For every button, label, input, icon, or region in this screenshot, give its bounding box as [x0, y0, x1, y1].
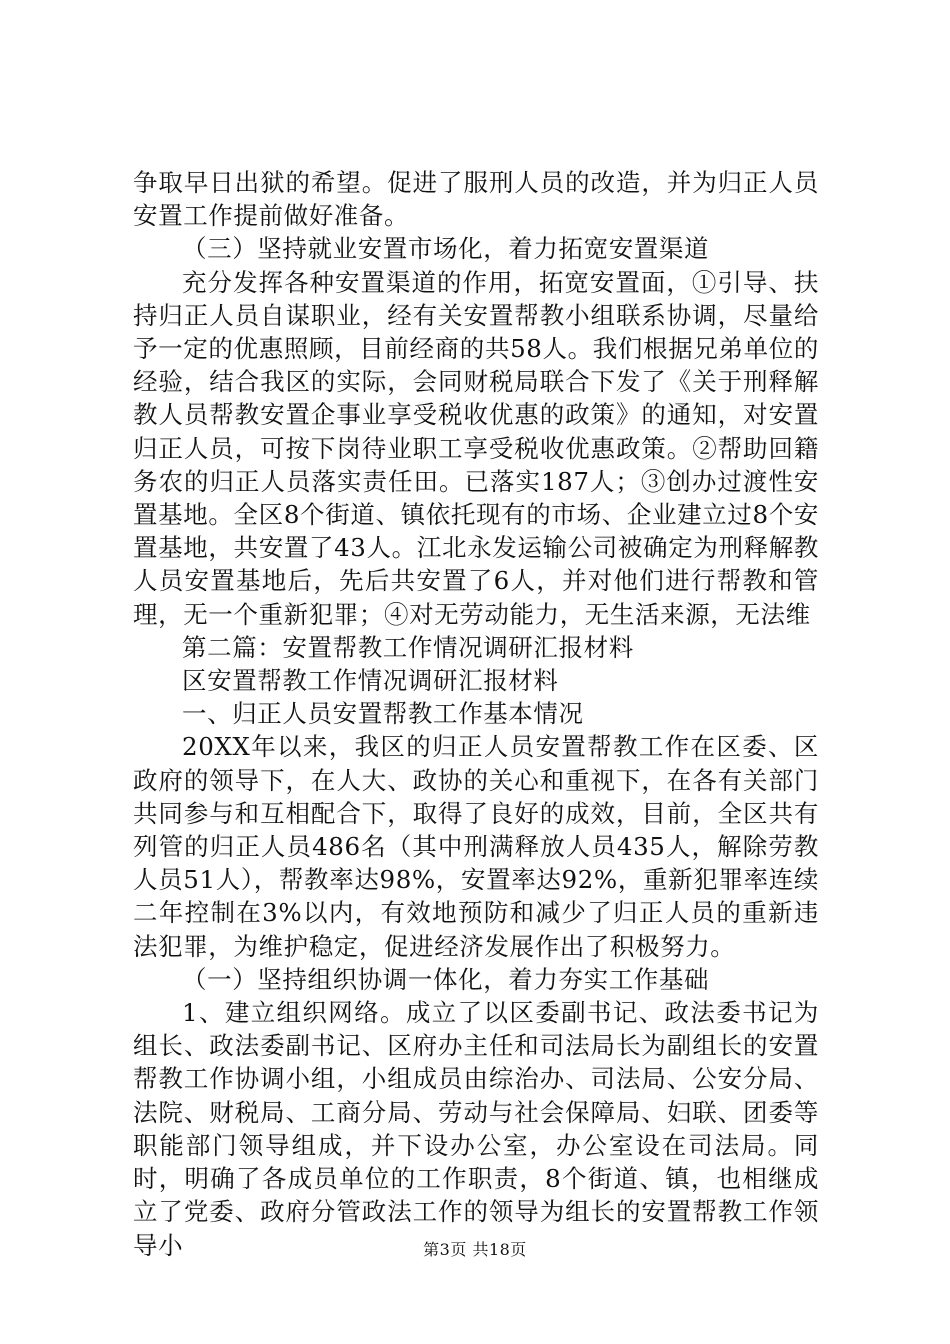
- paragraph-basic-situation: 20XX年以来，我区的归正人员安置帮教工作在区委、区政府的领导下，在人大、政协的关心和重视下，在各有关部门共同参与和互相配合下，取得了良好的成效，目前，全区共有列管的归正人员486名（其中刑满释放人员435人，解除劳教人员51人），帮教率达98%，安置率达92%，重新犯罪率连续二年控制在3%以内，有效地预防和减少了归正人员的重新违法犯罪，为维护稳定，促进经济发展作出了积极努力。: [133, 732, 819, 961]
- document-body: [133, 166, 819, 1262]
- section-heading-1: 一、归正人员安置帮教工作基本情况: [182, 699, 584, 729]
- report-title: 区安置帮教工作情况调研汇报材料: [182, 666, 559, 696]
- chapter-title-2: 第二篇：安置帮教工作情况调研汇报材料: [182, 632, 634, 662]
- page-footer: 第3页 共18页: [423, 1240, 527, 1259]
- paragraph-1: 争取早日出狱的希望。促进了服刑人员的改造，并为归正人员安置工作提前做好准备。: [133, 168, 819, 231]
- paragraph-placement-channels: 充分发挥各种安置渠道的作用，拓宽安置面，①引导、扶持归正人员自谋职业，经有关安置帮教小组联系协调，尽量给予一定的优惠照顾，目前经商的共58人。我们根据兄弟单位的经验，结合我区的实际，会同财税局联合下发了《关于刑释解教人员帮教安置企事业享受税收优惠的政策》的通知，对安置归正人员，可按下岗待业职工享受税收优惠政策。②帮助回籍务农的归正人员落实责任田。已落实187人；③创办过渡性安置基地。全区8个街道、镇依托现有的市场、企业建立过8个安置基地，共安置了43人。江北永发运输公司被确定为刑释解教人员安置基地后，先后共安置了6人，并对他们进行帮教和管理，无一个重新犯罪；④对无劳动能力，无生活来源，无法维: [133, 267, 819, 629]
- subsection-heading-1: （一）坚持组织协调一体化，着力夯实工作基础: [182, 964, 710, 994]
- paragraph-organization-network: 1、建立组织网络。成立了以区委副书记、政法委书记为组长、政法委副书记、区府办主任和司法局长为副组长的安置帮教工作协调小组，小组成员由综治办、司法局、公安分局、法院、财税局、工商分局、劳动与社会保障局、妇联、团委等职能部门领导组成，并下设办公室，办公室设在司法局。同时，明确了各成员单位的工作职责，8个街道、镇，也相继成立了党委、政府分管政法工作的领导为组长的安置帮教工作领导小: [133, 998, 819, 1260]
- section-heading-3: （三）坚持就业安置市场化，着力拓宽安置渠道: [182, 234, 710, 264]
